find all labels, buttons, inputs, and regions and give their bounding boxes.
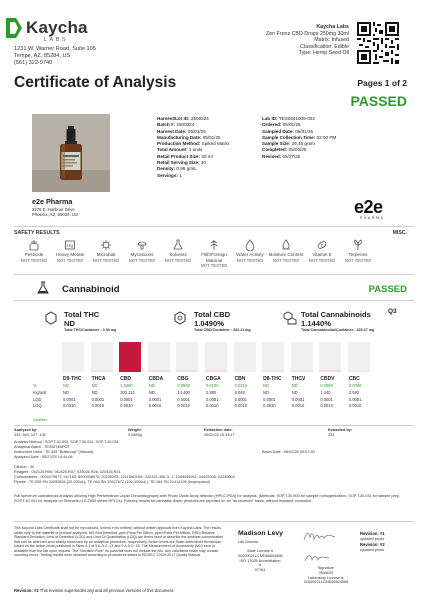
table-cell: 0.0010 <box>320 403 333 409</box>
state-license: State License # 00000021LCMD66604568 ISO 17025 Accreditation # 97164 <box>238 549 283 573</box>
table-cell: 0.0010 <box>348 403 362 409</box>
thc-molecule-icon <box>44 311 58 325</box>
sample-info-value: 05/27/25 <box>282 153 301 159</box>
sample-info-value: 1 <box>179 172 182 178</box>
instrument-used: Instrument Used : TE-345 "Buttercup" (Infused) <box>14 450 94 454</box>
cannabinoid-bar-fill <box>262 370 284 372</box>
safety-test-name: Terpenes <box>348 252 368 257</box>
total-cannabinoids-label: Total Cannabinoids <box>301 310 371 319</box>
sample-info-value: 29.46 gram <box>291 141 315 147</box>
client-address: 3279 E. Harbour Drive Phoenix, AZ, 85034, US <box>32 207 78 218</box>
table-cell: 2.592 <box>348 389 360 395</box>
client-name: e2e Pharma <box>32 197 73 206</box>
cannabinoid-bar <box>91 342 113 372</box>
svg-text:Hg: Hg <box>67 243 73 248</box>
safety-test-solvents <box>160 238 196 268</box>
divider <box>14 274 414 275</box>
table-header-cell: CBN <box>234 376 246 383</box>
table-header-row <box>33 376 378 383</box>
sample-info-key: Harvest/Lot ID: <box>157 116 191 121</box>
analysis-method: Analysis Method : SOP.T.30.500, SOP.T.30.031, SOP.T.40.031 <box>14 440 119 444</box>
table-header-cell: D9-THC <box>63 376 82 383</box>
table-cell: ND <box>263 383 270 389</box>
safety-test-status: NOT TESTED <box>92 257 120 263</box>
total-cbd-container: Total CBD/Container : 302.11 mg <box>194 328 251 332</box>
water-activity-icon <box>244 238 256 250</box>
safety-test-name: Mycotoxins <box>130 252 154 257</box>
total-cbd-value: 1.0490% <box>194 319 224 328</box>
cannabinoid-bar <box>262 342 284 372</box>
sample-info-value: 30 ml <box>201 153 213 159</box>
safety-test-status: NOT TESTED <box>56 257 84 263</box>
sample-info-key: Production Method: <box>157 141 202 147</box>
table-cell: 0.0090 <box>348 383 362 389</box>
table-cell: 0.0001 <box>320 396 333 402</box>
table-cell: 0.0500 <box>177 383 190 389</box>
safety-test-name: Filth/Foreign Material <box>201 252 227 263</box>
vitamin-e-icon <box>316 238 328 250</box>
table-row <box>33 402 378 409</box>
divider <box>14 521 414 522</box>
sample-info-key: Retail Product Size: <box>157 153 202 159</box>
revision-1-text: updated photo <box>360 537 385 541</box>
cbd-molecule-icon <box>173 311 187 325</box>
table-header-cell: CBD <box>120 376 132 383</box>
total-thc-label: Total THC <box>64 310 100 319</box>
safety-test-name: Water Activity <box>236 252 264 257</box>
table-cell: 0.0010 <box>91 403 105 409</box>
table-cell: 0.0010 <box>177 403 190 409</box>
sample-info-key: Sampled Date: <box>262 128 296 134</box>
table-cell: 0.0050 <box>320 383 333 389</box>
table-header-cell: CBG <box>177 376 189 383</box>
table-cell: ND <box>263 389 270 395</box>
product-name: Zen Frenz CBD Drops 250mg 30ml <box>265 30 349 37</box>
safety-tests <box>16 238 416 268</box>
product-header <box>266 24 349 57</box>
pesticide-icon <box>28 238 40 250</box>
disclaimer: This Kaycha Labs Certificate shall not be reproduced, unless in its entirety, without written approval from Kaycha Labs. The results relate only to the material or product analyzed. ND=Not Detected, ppb=Parts Per Billion, ppm=Parts Per Million, RSD=Relative Standard Deviation, Limit of Detection (LOD) and Limit Of Quantitation (LOQ) are terms used to describe the smallest concentration that can be detected and reliably measured by an analytical procedure, respectively. Action levels are State-determined thresholds based on the action limits published in Table 3.1 of 9 A.A.C. 13 and 9 A.A.C. 18. The Measurement of Uncertainty (MU) error is available from the lab upon request. The "Decision Rule" for pass/fail does not include the MU. Any calculated totals may contain rounding errors. Testing results were obtained according to procedures stated in ISO/IEC 17025:2017 Quality Manual. <box>14 526 224 558</box>
safety-test-status: NOT TESTED <box>164 257 192 263</box>
moisture-icon <box>280 238 292 250</box>
table-row <box>33 383 378 390</box>
cannabinoids-molecule-icon <box>283 311 297 325</box>
table-cell: ND <box>148 383 155 389</box>
cannabinoid-bar-fill <box>205 370 227 372</box>
table-cell: 302.112 <box>120 389 135 395</box>
sample-info-key: Harvest Date: <box>157 128 188 134</box>
dilution: Dilution : 40 <box>14 465 35 469</box>
solvents-icon <box>172 238 184 250</box>
cannabinoid-bar-fill <box>319 370 341 372</box>
sample-info-value: 05/01/25 <box>282 122 301 128</box>
sample-info-value: 05/01/25 <box>295 128 314 134</box>
cannabinoid-title: Cannabinoid <box>62 284 120 295</box>
safety-test-microbial <box>88 238 124 268</box>
safety-test-mycotoxins <box>124 238 160 268</box>
safety-test-heavy-metals <box>52 238 88 268</box>
cannabinoid-bars <box>62 342 382 372</box>
method-description: Full spectrum cannabinoid analysis utilizing High Performance Liquid Chromatography with Photo Diode Array detector (HPLC-PDA) for analysis. (Methods: SOP.T.30.500 for sample homogenization, SOP.T.30.031 for sample prep, SOP.T.40.031 for analysis on Shimadzu LC-2050 series HPLCs). Potency results for cannabis flower products are reported on an "as received" basis, without moisture correction. <box>14 494 401 503</box>
sample-info-value: 30 <box>200 160 207 166</box>
table-cell: 0.0100 <box>205 383 219 389</box>
table-row <box>33 389 378 396</box>
table-cell: ND <box>148 389 155 395</box>
total-cbd-label: Total CBD <box>194 310 231 319</box>
qr-code-icon[interactable] <box>357 22 399 64</box>
table-cell: 0.0010 <box>291 403 305 409</box>
sample-info-row <box>157 173 229 179</box>
cannabinoid-bar-fill <box>62 370 84 372</box>
signature-image <box>302 528 338 544</box>
sample-info-value: 1 units <box>188 147 203 153</box>
table-cell: 0.0001 <box>263 396 276 402</box>
brand-name: Kaycha <box>26 18 88 37</box>
total-cannabinoids-value: 1.1440% <box>301 319 331 328</box>
extraction-date: Extraction date: 05/02/25 16:33:47 <box>204 428 235 437</box>
sample-info-value: TES0501009-003 <box>278 116 315 121</box>
safety-test-filth-foreign-material <box>196 238 232 268</box>
microbial-icon <box>100 238 112 250</box>
svg-text:E: E <box>320 242 324 248</box>
cannabinoid-status-badge: PASSED <box>368 284 407 295</box>
client-logo-subtitle: PHARMA <box>360 216 385 220</box>
total-cannabinoids-container: Total Cannabinoids/Container : 329.47 mg <box>301 328 375 332</box>
cannabinoid-bar <box>291 342 313 372</box>
cannabinoid-bar-fill <box>291 370 313 372</box>
safety-test-terpenes <box>340 238 376 268</box>
table-cell: 0.0010 <box>148 403 162 409</box>
cannabinoid-bar <box>205 342 227 372</box>
table-cell: 6.048 <box>234 389 245 395</box>
sample-info-key: Manufacturing Date: <box>157 134 203 140</box>
table-cell: 0.0001 <box>348 396 362 402</box>
safety-test-status: NOT TESTED <box>308 257 336 263</box>
safety-test-status: NOT TESTED <box>236 257 264 263</box>
sample-info-right <box>262 116 336 160</box>
batch-date: Batch Date : 05/02/25 09:57:30 <box>262 450 315 454</box>
cannabinoid-bar <box>234 342 256 372</box>
sample-info-value: 05/01/25 <box>202 134 221 140</box>
table-header-cell: CBC <box>348 376 360 383</box>
safety-test-vitamin-e <box>304 238 340 268</box>
analyzed-by: Analyzed by: 333, 540, 147, 136 <box>14 428 46 437</box>
safety-test-moisture-content <box>268 238 304 268</box>
table-cell: ND <box>291 383 298 389</box>
table-cell: ND <box>63 389 69 395</box>
table-cell: 0.0010 <box>120 403 133 409</box>
table-cell: 0.0213 <box>234 383 248 389</box>
cannabinoid-bar <box>148 342 170 372</box>
signer-title: Lab Director <box>238 540 259 544</box>
sample-info-value: Spiked Matrix <box>201 141 230 147</box>
sample-info-key: Batch #: <box>157 122 177 128</box>
table-cell: 1.0490 <box>120 383 133 389</box>
pipette: Pipette : TE-059 SN 20290526 (20-200uL); TE-064 SN 20927672 (100-1000uL); TE-164 SN 21414199 (Isopropanol) <box>14 480 211 484</box>
cannabinoid-bar-fill <box>148 370 170 372</box>
classification: Classification: Edible <box>300 43 349 50</box>
safety-results-title: SAFETY RESULTS <box>14 230 60 236</box>
page-title: Certificate of Analysis <box>14 74 177 91</box>
cannabinoid-bar <box>62 342 84 372</box>
cannabinoid-bar <box>119 342 141 372</box>
table-header-cell: D8-THC <box>263 376 282 383</box>
table-cell: 0.0001 <box>291 396 305 402</box>
sample-info-key: Density: <box>157 166 177 172</box>
table-cell: 0.0010 <box>234 403 248 409</box>
cannabinoid-bar-fill <box>348 370 370 372</box>
safety-test-name: Moisture Content <box>268 252 304 257</box>
table-cell: 0.0001 <box>63 396 76 402</box>
page-count: Pages 1 of 2 <box>357 78 407 88</box>
cannabinoid-bar-fill <box>91 370 113 372</box>
sample-info-key: Servings: <box>157 172 180 178</box>
table-cell: ND <box>291 389 298 395</box>
safety-test-status: NOT TESTED <box>344 257 372 263</box>
sample-info-row <box>262 154 336 160</box>
table-header-cell: CBDV <box>320 376 335 383</box>
table-cell: 0.0010 <box>205 403 219 409</box>
sample-info-key: Sample Collection Time: <box>262 134 317 140</box>
sample-info-value: 05/01/25 <box>187 128 206 134</box>
quarter-badge: Q3 <box>388 308 397 315</box>
table-header-cell: THCV <box>291 376 306 383</box>
table-header-cell: CBGA <box>205 376 221 383</box>
safety-test-status: NOT TESTED <box>200 263 228 268</box>
divider <box>14 226 414 227</box>
safety-test-status: NOT TESTED <box>20 257 48 263</box>
sample-info-key: Retail Serving Size: <box>157 160 201 166</box>
sample-info-key: Ordered: <box>262 122 283 128</box>
table-cell: 0.0001 <box>234 396 248 402</box>
analyzed-date: Analyzed Date : 05/27/25 14:44:08 <box>14 455 73 459</box>
lab-address: 1231 W. Warner Road, Suite 105 Tempe, AZ, 85284, US (561) 322-9740 <box>14 46 96 67</box>
kaycha-logo-icon <box>6 18 22 38</box>
sample-info-key: Lab ID: <box>262 116 279 121</box>
table-header-cell: CBDA <box>148 376 164 383</box>
flask-icon <box>36 281 50 295</box>
sample-info-key: Completed: <box>262 147 289 153</box>
cannabinoid-bar-fill <box>234 370 256 372</box>
table-cell: ND <box>91 383 98 389</box>
terpenes-icon <box>352 238 364 250</box>
sample-info-value: 05/06/25 <box>288 147 307 153</box>
safety-test-name: Microbial <box>96 252 116 257</box>
table-row-label: mg/unit <box>33 389 47 395</box>
lab-name: Kaycha Labs <box>316 24 349 30</box>
cannabinoid-bar <box>319 342 341 372</box>
client-logo: e2e <box>354 197 383 217</box>
overall-status-badge: PASSED <box>350 93 407 109</box>
table-header-cell: THCA <box>91 376 106 383</box>
total-thc-container: Total THC/Container : 0.00 mg <box>64 328 117 332</box>
cannabinoid-results-table <box>33 376 378 409</box>
safety-test-name: Pesticide <box>24 252 44 257</box>
table-row-label: LOQ <box>33 403 42 409</box>
sample-info-key: Revised: <box>262 153 283 159</box>
safety-test-name: Heavy Metals <box>56 252 84 257</box>
cannabinoid-bar-fill <box>119 342 141 372</box>
product-photo <box>32 114 110 192</box>
extracted-by: Extracted by: 333 <box>328 428 353 437</box>
cannabinoid-bar <box>176 342 198 372</box>
table-cell: 0.0001 <box>205 396 219 402</box>
cannabinoid-bar <box>348 342 370 372</box>
misc-label: MISC. <box>392 230 407 236</box>
safety-test-pesticide <box>16 238 52 268</box>
sample-info-value: 02:00 PM <box>316 134 337 140</box>
qualifier-label: Qualifier <box>33 418 48 422</box>
signature-block: Signature 05/06/25 Laboratory License #: 00000021LCMD66604568 <box>303 566 349 585</box>
signer-name: Madison Levy <box>238 530 283 537</box>
sample-info-value: 0.96 g/mL <box>176 166 197 172</box>
table-cell: 0.0001 <box>91 396 105 402</box>
reagent: Reagent : 042125.R06; 042825.R07; 033025.R26; 020425.R21 <box>14 470 121 474</box>
table-cell: 1.440 <box>320 389 331 395</box>
divider <box>14 300 414 301</box>
divider <box>14 425 414 426</box>
mycotoxins-icon <box>136 238 148 250</box>
safety-test-status: NOT TESTED <box>272 257 300 263</box>
filth-icon <box>208 238 220 250</box>
revision-2-text: updated photo <box>360 548 385 552</box>
revision-footer: Revision: #2 This revision supersedes any and all previous versions of this document. <box>14 588 175 593</box>
sample-info-value: 2500324 <box>176 122 195 128</box>
consumables: Consumables : 000017967T; 947162; 8000038072; 20240202; 12115ADH01; 220321-306-D; 1; 1009946952; 04402006; 02240003 <box>14 475 235 479</box>
cannabinoid-bar-fill <box>176 370 198 372</box>
safety-test-water-activity <box>232 238 268 268</box>
sample-info-left <box>157 116 229 179</box>
brand-subtitle: LABS <box>44 37 69 43</box>
signature-image <box>302 550 332 566</box>
safety-test-status: NOT TESTED <box>128 257 156 263</box>
table-cell: 0.0001 <box>148 396 162 402</box>
analytical-batch: Analytical Batch : TE00874BPOT <box>14 445 70 449</box>
table-cell: 0.0001 <box>120 396 133 402</box>
total-thc-value: ND <box>64 319 75 328</box>
revision-2-label: Revision: #2 <box>360 542 385 547</box>
table-cell: 0.0001 <box>177 396 190 402</box>
table-cell: ND <box>63 383 69 389</box>
matrix: Matrix: Infused <box>314 37 349 44</box>
table-cell: 2.880 <box>205 389 217 395</box>
product-type: Type: Hemp Seed Oil <box>298 50 349 57</box>
table-row-label: LOD <box>33 396 42 402</box>
table-cell: ND <box>91 389 98 395</box>
table-cell: 14.400 <box>177 389 190 395</box>
table-cell: 0.0010 <box>63 403 76 409</box>
safety-test-name: Vitamin E <box>312 252 332 257</box>
heavy-metals-icon <box>64 238 76 250</box>
table-cell: 0.0010 <box>263 403 276 409</box>
table-row <box>33 396 378 403</box>
sample-info-value: 2500324 <box>190 116 209 121</box>
sample-info-key: Total Amount: <box>157 147 189 153</box>
table-row-label: % <box>33 383 37 389</box>
weight: Weight: 3.0583g <box>128 428 142 437</box>
sample-info-key: Sample Size: <box>262 141 292 147</box>
revision-1-label: Revision: #1 <box>360 531 385 536</box>
safety-test-name: Solvents <box>169 252 187 257</box>
